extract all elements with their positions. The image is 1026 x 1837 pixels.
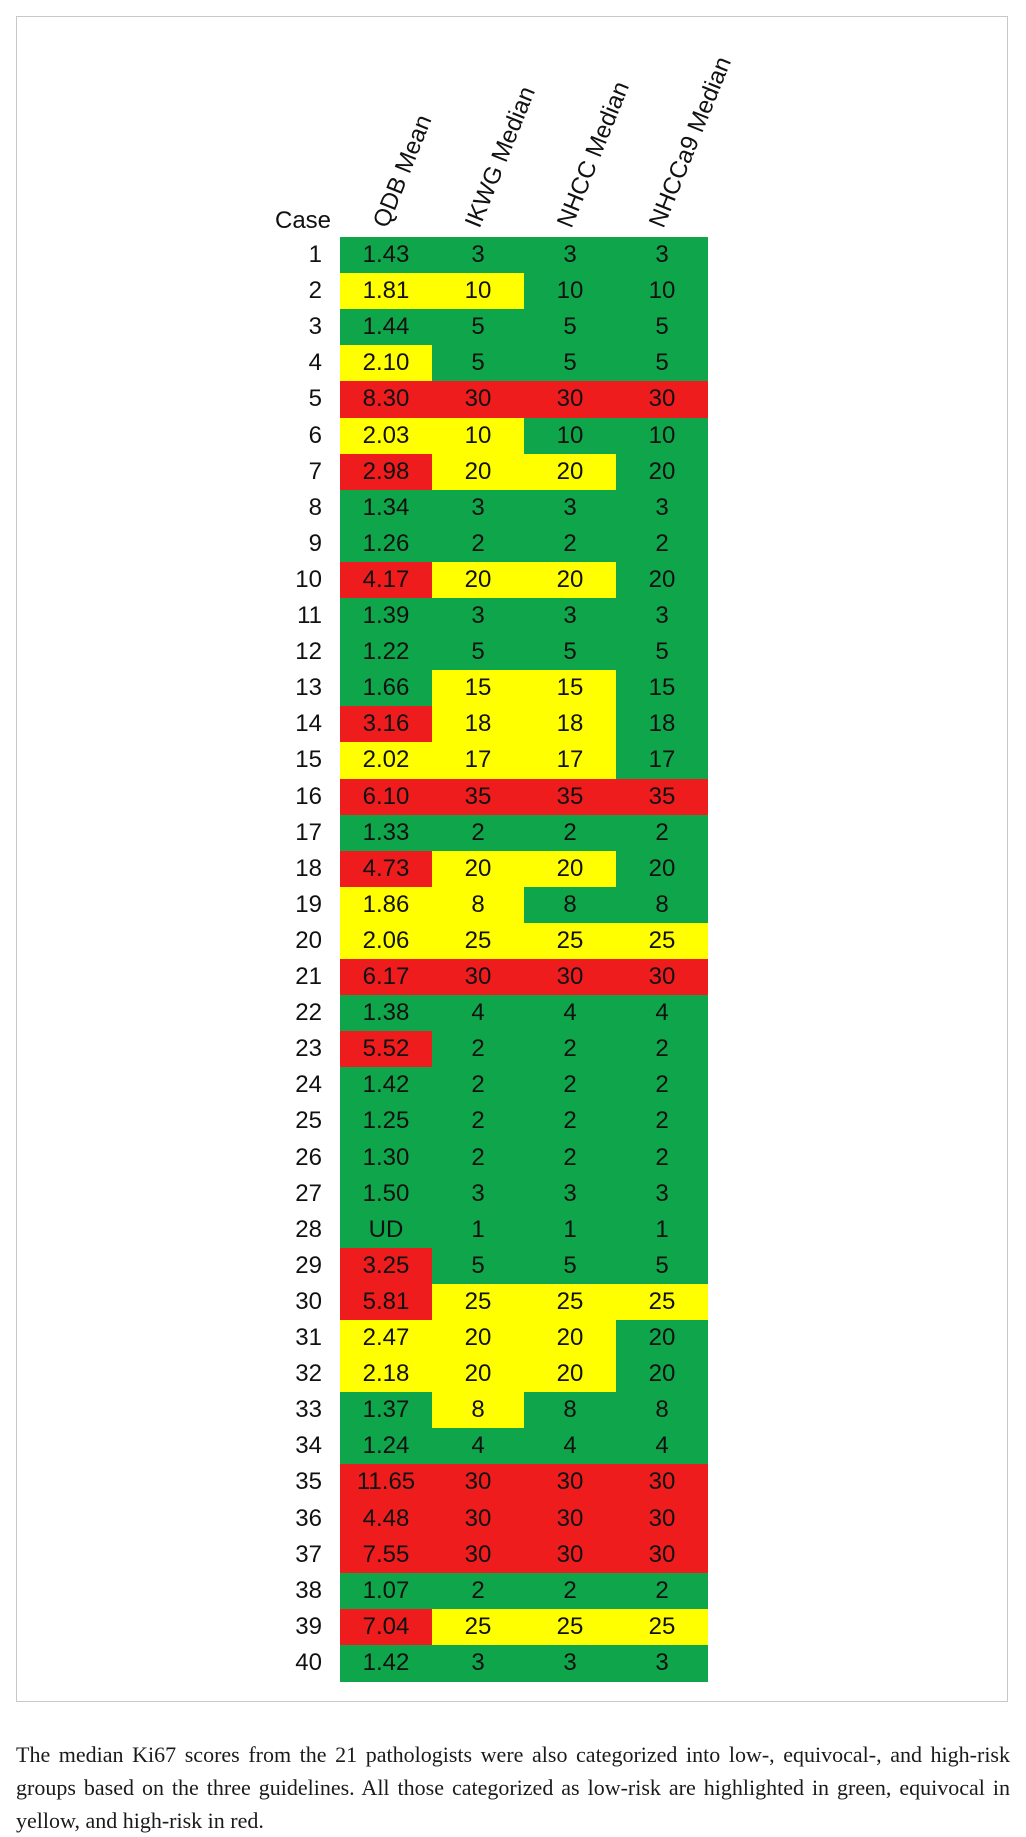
score-cell: 3 xyxy=(432,490,524,527)
score-cell: 30 xyxy=(524,1464,616,1501)
score-cell: 3 xyxy=(432,1176,524,1213)
case-number: 13 xyxy=(295,674,322,702)
score-cell: 4.73 xyxy=(340,851,432,888)
score-cell: 25 xyxy=(616,1284,708,1321)
score-cell: 5 xyxy=(616,309,708,346)
score-cell: 18 xyxy=(524,706,616,743)
case-number: 29 xyxy=(295,1251,322,1279)
score-cell: 2 xyxy=(432,1140,524,1177)
score-cell: 2 xyxy=(616,1573,708,1610)
score-cell: 2 xyxy=(616,815,708,852)
score-cell: 5 xyxy=(432,309,524,346)
score-cell: 4 xyxy=(432,995,524,1032)
case-number: 36 xyxy=(295,1504,322,1532)
case-number: 22 xyxy=(295,999,322,1027)
case-number: 34 xyxy=(295,1432,322,1460)
case-number: 31 xyxy=(295,1324,322,1351)
score-cell: 18 xyxy=(616,706,708,743)
score-cell: 10 xyxy=(432,273,524,310)
case-number: 2 xyxy=(308,277,322,305)
score-cell: 1.37 xyxy=(340,1392,432,1429)
score-cell: 3 xyxy=(616,1176,708,1213)
score-cell: 20 xyxy=(524,1356,616,1393)
case-number: 5 xyxy=(308,385,322,413)
case-number: 19 xyxy=(295,890,322,918)
case-number: 17 xyxy=(295,818,322,846)
score-cell: 1.38 xyxy=(340,995,432,1032)
score-cell: 15 xyxy=(524,670,616,707)
column-header-4: NHCCa9 Median xyxy=(643,53,737,232)
score-cell: 3 xyxy=(616,598,708,635)
score-cell: 2 xyxy=(432,815,524,852)
score-cell: 10 xyxy=(524,273,616,310)
score-cell: 4 xyxy=(616,995,708,1032)
case-number: 26 xyxy=(295,1143,322,1171)
score-cell: 8.30 xyxy=(340,381,432,418)
score-cell: 3.25 xyxy=(340,1248,432,1285)
case-number: 27 xyxy=(295,1179,322,1207)
score-cell: 1 xyxy=(524,1212,616,1249)
score-cell: 30 xyxy=(616,959,708,996)
score-cell: 5 xyxy=(616,1248,708,1285)
score-cell: 30 xyxy=(432,1501,524,1538)
score-cell: 3 xyxy=(432,598,524,635)
case-number: 30 xyxy=(295,1287,322,1315)
score-cell: 30 xyxy=(432,1464,524,1501)
score-cell: 2 xyxy=(432,1103,524,1140)
score-cell: 2.10 xyxy=(340,345,432,382)
score-cell: 30 xyxy=(524,381,616,418)
score-cell: 2.06 xyxy=(340,923,432,960)
score-cell: 1.39 xyxy=(340,598,432,635)
score-cell: 30 xyxy=(432,959,524,996)
score-cell: 6.10 xyxy=(340,779,432,816)
score-cell: 4 xyxy=(524,1428,616,1465)
case-number: 11 xyxy=(297,602,322,629)
score-cell: 20 xyxy=(432,562,524,599)
score-cell: 20 xyxy=(432,1320,524,1357)
score-cell: 2 xyxy=(432,1067,524,1104)
score-cell: 1.43 xyxy=(340,237,432,274)
score-cell: 11.65 xyxy=(340,1464,432,1501)
score-cell: 1.34 xyxy=(340,490,432,527)
score-cell: 2 xyxy=(616,1140,708,1177)
column-header-2: IKWG Median xyxy=(459,82,541,232)
score-cell: 1 xyxy=(616,1212,708,1249)
score-cell: 3.16 xyxy=(340,706,432,743)
score-cell: 4 xyxy=(524,995,616,1032)
case-number: 37 xyxy=(295,1540,322,1568)
score-cell: 15 xyxy=(432,670,524,707)
score-cell: 1.26 xyxy=(340,526,432,563)
score-cell: 1.07 xyxy=(340,1573,432,1610)
score-cell: 3 xyxy=(524,490,616,527)
score-cell: 8 xyxy=(616,887,708,924)
score-cell: 25 xyxy=(616,923,708,960)
score-cell: 8 xyxy=(432,887,524,924)
score-cell: 2 xyxy=(524,1573,616,1610)
score-cell: 3 xyxy=(616,237,708,274)
case-number: 3 xyxy=(308,313,322,341)
score-cell: 20 xyxy=(616,1320,708,1357)
column-header-3: NHCC Median xyxy=(551,77,635,232)
score-cell: 5 xyxy=(616,634,708,671)
case-number: 14 xyxy=(295,710,322,738)
case-number: 10 xyxy=(295,565,322,593)
score-cell: 2 xyxy=(616,1103,708,1140)
score-cell: 2 xyxy=(524,815,616,852)
score-cell: 17 xyxy=(432,742,524,779)
score-cell: 30 xyxy=(524,1501,616,1538)
score-cell: 2 xyxy=(524,1140,616,1177)
case-number: 15 xyxy=(295,746,322,774)
score-cell: 5 xyxy=(616,345,708,382)
score-cell: 3 xyxy=(432,237,524,274)
case-number: 39 xyxy=(295,1612,322,1640)
score-cell: 2 xyxy=(432,526,524,563)
score-cell: 10 xyxy=(616,418,708,455)
score-cell: 2 xyxy=(616,1067,708,1104)
score-cell: 30 xyxy=(616,1501,708,1538)
score-cell: 20 xyxy=(432,454,524,491)
score-cell: 8 xyxy=(616,1392,708,1429)
score-cell: 20 xyxy=(616,454,708,491)
score-cell: 17 xyxy=(616,742,708,779)
score-cell: 2.98 xyxy=(340,454,432,491)
score-cell: 3 xyxy=(616,490,708,527)
score-cell: 18 xyxy=(432,706,524,743)
score-cell: 2 xyxy=(524,1067,616,1104)
score-cell: 1.22 xyxy=(340,634,432,671)
case-number: 28 xyxy=(295,1215,322,1243)
score-cell: 20 xyxy=(616,851,708,888)
score-cell: 25 xyxy=(524,923,616,960)
score-cell: 2 xyxy=(616,526,708,563)
case-number: 35 xyxy=(295,1468,322,1496)
score-cell: 5.81 xyxy=(340,1284,432,1321)
score-cell: 5 xyxy=(432,634,524,671)
score-cell: 3 xyxy=(616,1645,708,1682)
score-cell: 3 xyxy=(524,237,616,274)
figure-caption: The median Ki67 scores from the 21 pathologists were also categorized into low-, equivocal-, and high-risk groups based on the three guidelines. All those categorized as low-risk are highlighted in green, equivocal in yellow, and high-risk in red. xyxy=(16,1742,1010,1833)
score-cell: 5 xyxy=(524,634,616,671)
score-cell: 4.17 xyxy=(340,562,432,599)
case-number: 16 xyxy=(295,782,322,810)
case-column-header: Case xyxy=(275,207,332,234)
score-cell: UD xyxy=(340,1212,432,1249)
score-cell: 1.33 xyxy=(340,815,432,852)
score-cell: 3 xyxy=(524,1176,616,1213)
score-cell: 25 xyxy=(432,1609,524,1646)
score-cell: 4 xyxy=(616,1428,708,1465)
score-cell: 2 xyxy=(616,1031,708,1068)
score-cell: 3 xyxy=(524,598,616,635)
score-cell: 5 xyxy=(432,1248,524,1285)
score-cell: 35 xyxy=(616,779,708,816)
score-cell: 1.66 xyxy=(340,670,432,707)
score-cell: 30 xyxy=(524,959,616,996)
score-cell: 20 xyxy=(524,562,616,599)
score-cell: 25 xyxy=(432,923,524,960)
score-cell: 2.47 xyxy=(340,1320,432,1357)
score-cell: 5 xyxy=(524,309,616,346)
figure-frame xyxy=(16,16,1008,1702)
score-cell: 5 xyxy=(432,345,524,382)
score-cell: 1.24 xyxy=(340,1428,432,1465)
score-cell: 5 xyxy=(524,345,616,382)
score-cell: 5 xyxy=(524,1248,616,1285)
case-number: 23 xyxy=(295,1035,322,1063)
score-cell: 20 xyxy=(524,851,616,888)
score-cell: 30 xyxy=(616,1537,708,1574)
score-cell: 2 xyxy=(432,1573,524,1610)
case-number: 20 xyxy=(295,926,322,954)
score-cell: 3 xyxy=(432,1645,524,1682)
score-cell: 1.81 xyxy=(340,273,432,310)
score-cell: 7.55 xyxy=(340,1537,432,1574)
case-number: 25 xyxy=(295,1107,322,1135)
score-cell: 20 xyxy=(432,851,524,888)
case-number: 24 xyxy=(295,1071,322,1099)
score-cell: 3 xyxy=(524,1645,616,1682)
score-cell: 10 xyxy=(524,418,616,455)
case-number: 40 xyxy=(295,1648,322,1676)
score-cell: 1.25 xyxy=(340,1103,432,1140)
score-cell: 1.44 xyxy=(340,309,432,346)
score-cell: 25 xyxy=(432,1284,524,1321)
score-cell: 7.04 xyxy=(340,1609,432,1646)
score-cell: 8 xyxy=(524,887,616,924)
case-number: 12 xyxy=(295,638,322,666)
score-cell: 20 xyxy=(432,1356,524,1393)
score-cell: 4 xyxy=(432,1428,524,1465)
score-cell: 10 xyxy=(432,418,524,455)
score-cell: 1 xyxy=(432,1212,524,1249)
case-number: 38 xyxy=(295,1576,322,1604)
score-cell: 5.52 xyxy=(340,1031,432,1068)
score-cell: 20 xyxy=(616,562,708,599)
case-number: 1 xyxy=(308,241,322,268)
score-cell: 30 xyxy=(432,1537,524,1574)
score-cell: 2 xyxy=(524,526,616,563)
score-cell: 30 xyxy=(432,381,524,418)
case-number: 18 xyxy=(295,854,322,882)
score-cell: 30 xyxy=(616,1464,708,1501)
case-number: 21 xyxy=(295,963,322,990)
score-cell: 8 xyxy=(432,1392,524,1429)
score-cell: 2 xyxy=(524,1031,616,1068)
score-cell: 1.42 xyxy=(340,1067,432,1104)
case-number: 4 xyxy=(308,349,322,377)
score-cell: 2.03 xyxy=(340,418,432,455)
column-header-1: QDB Mean xyxy=(367,111,438,232)
case-number: 33 xyxy=(295,1396,322,1424)
score-cell: 35 xyxy=(432,779,524,816)
case-number: 32 xyxy=(295,1360,322,1388)
score-cell: 15 xyxy=(616,670,708,707)
case-number: 8 xyxy=(308,493,322,521)
score-cell: 17 xyxy=(524,742,616,779)
score-cell: 35 xyxy=(524,779,616,816)
score-cell: 20 xyxy=(616,1356,708,1393)
score-cell: 1.42 xyxy=(340,1645,432,1682)
score-cell: 2.18 xyxy=(340,1356,432,1393)
score-cell: 8 xyxy=(524,1392,616,1429)
score-cell: 2 xyxy=(524,1103,616,1140)
score-cell: 25 xyxy=(524,1284,616,1321)
case-number: 6 xyxy=(308,421,322,449)
score-cell: 4.48 xyxy=(340,1501,432,1538)
score-cell: 2 xyxy=(432,1031,524,1068)
score-cell: 30 xyxy=(616,381,708,418)
score-cell: 10 xyxy=(616,273,708,310)
case-number: 9 xyxy=(308,529,322,557)
score-cell: 20 xyxy=(524,454,616,491)
score-cell: 6.17 xyxy=(340,959,432,996)
case-number: 7 xyxy=(308,457,322,485)
score-cell: 2.02 xyxy=(340,742,432,779)
score-cell: 30 xyxy=(524,1537,616,1574)
score-cell: 1.50 xyxy=(340,1176,432,1213)
score-cell: 25 xyxy=(616,1609,708,1646)
score-cell: 1.86 xyxy=(340,887,432,924)
score-cell: 20 xyxy=(524,1320,616,1357)
score-cell: 25 xyxy=(524,1609,616,1646)
score-cell: 1.30 xyxy=(340,1140,432,1177)
